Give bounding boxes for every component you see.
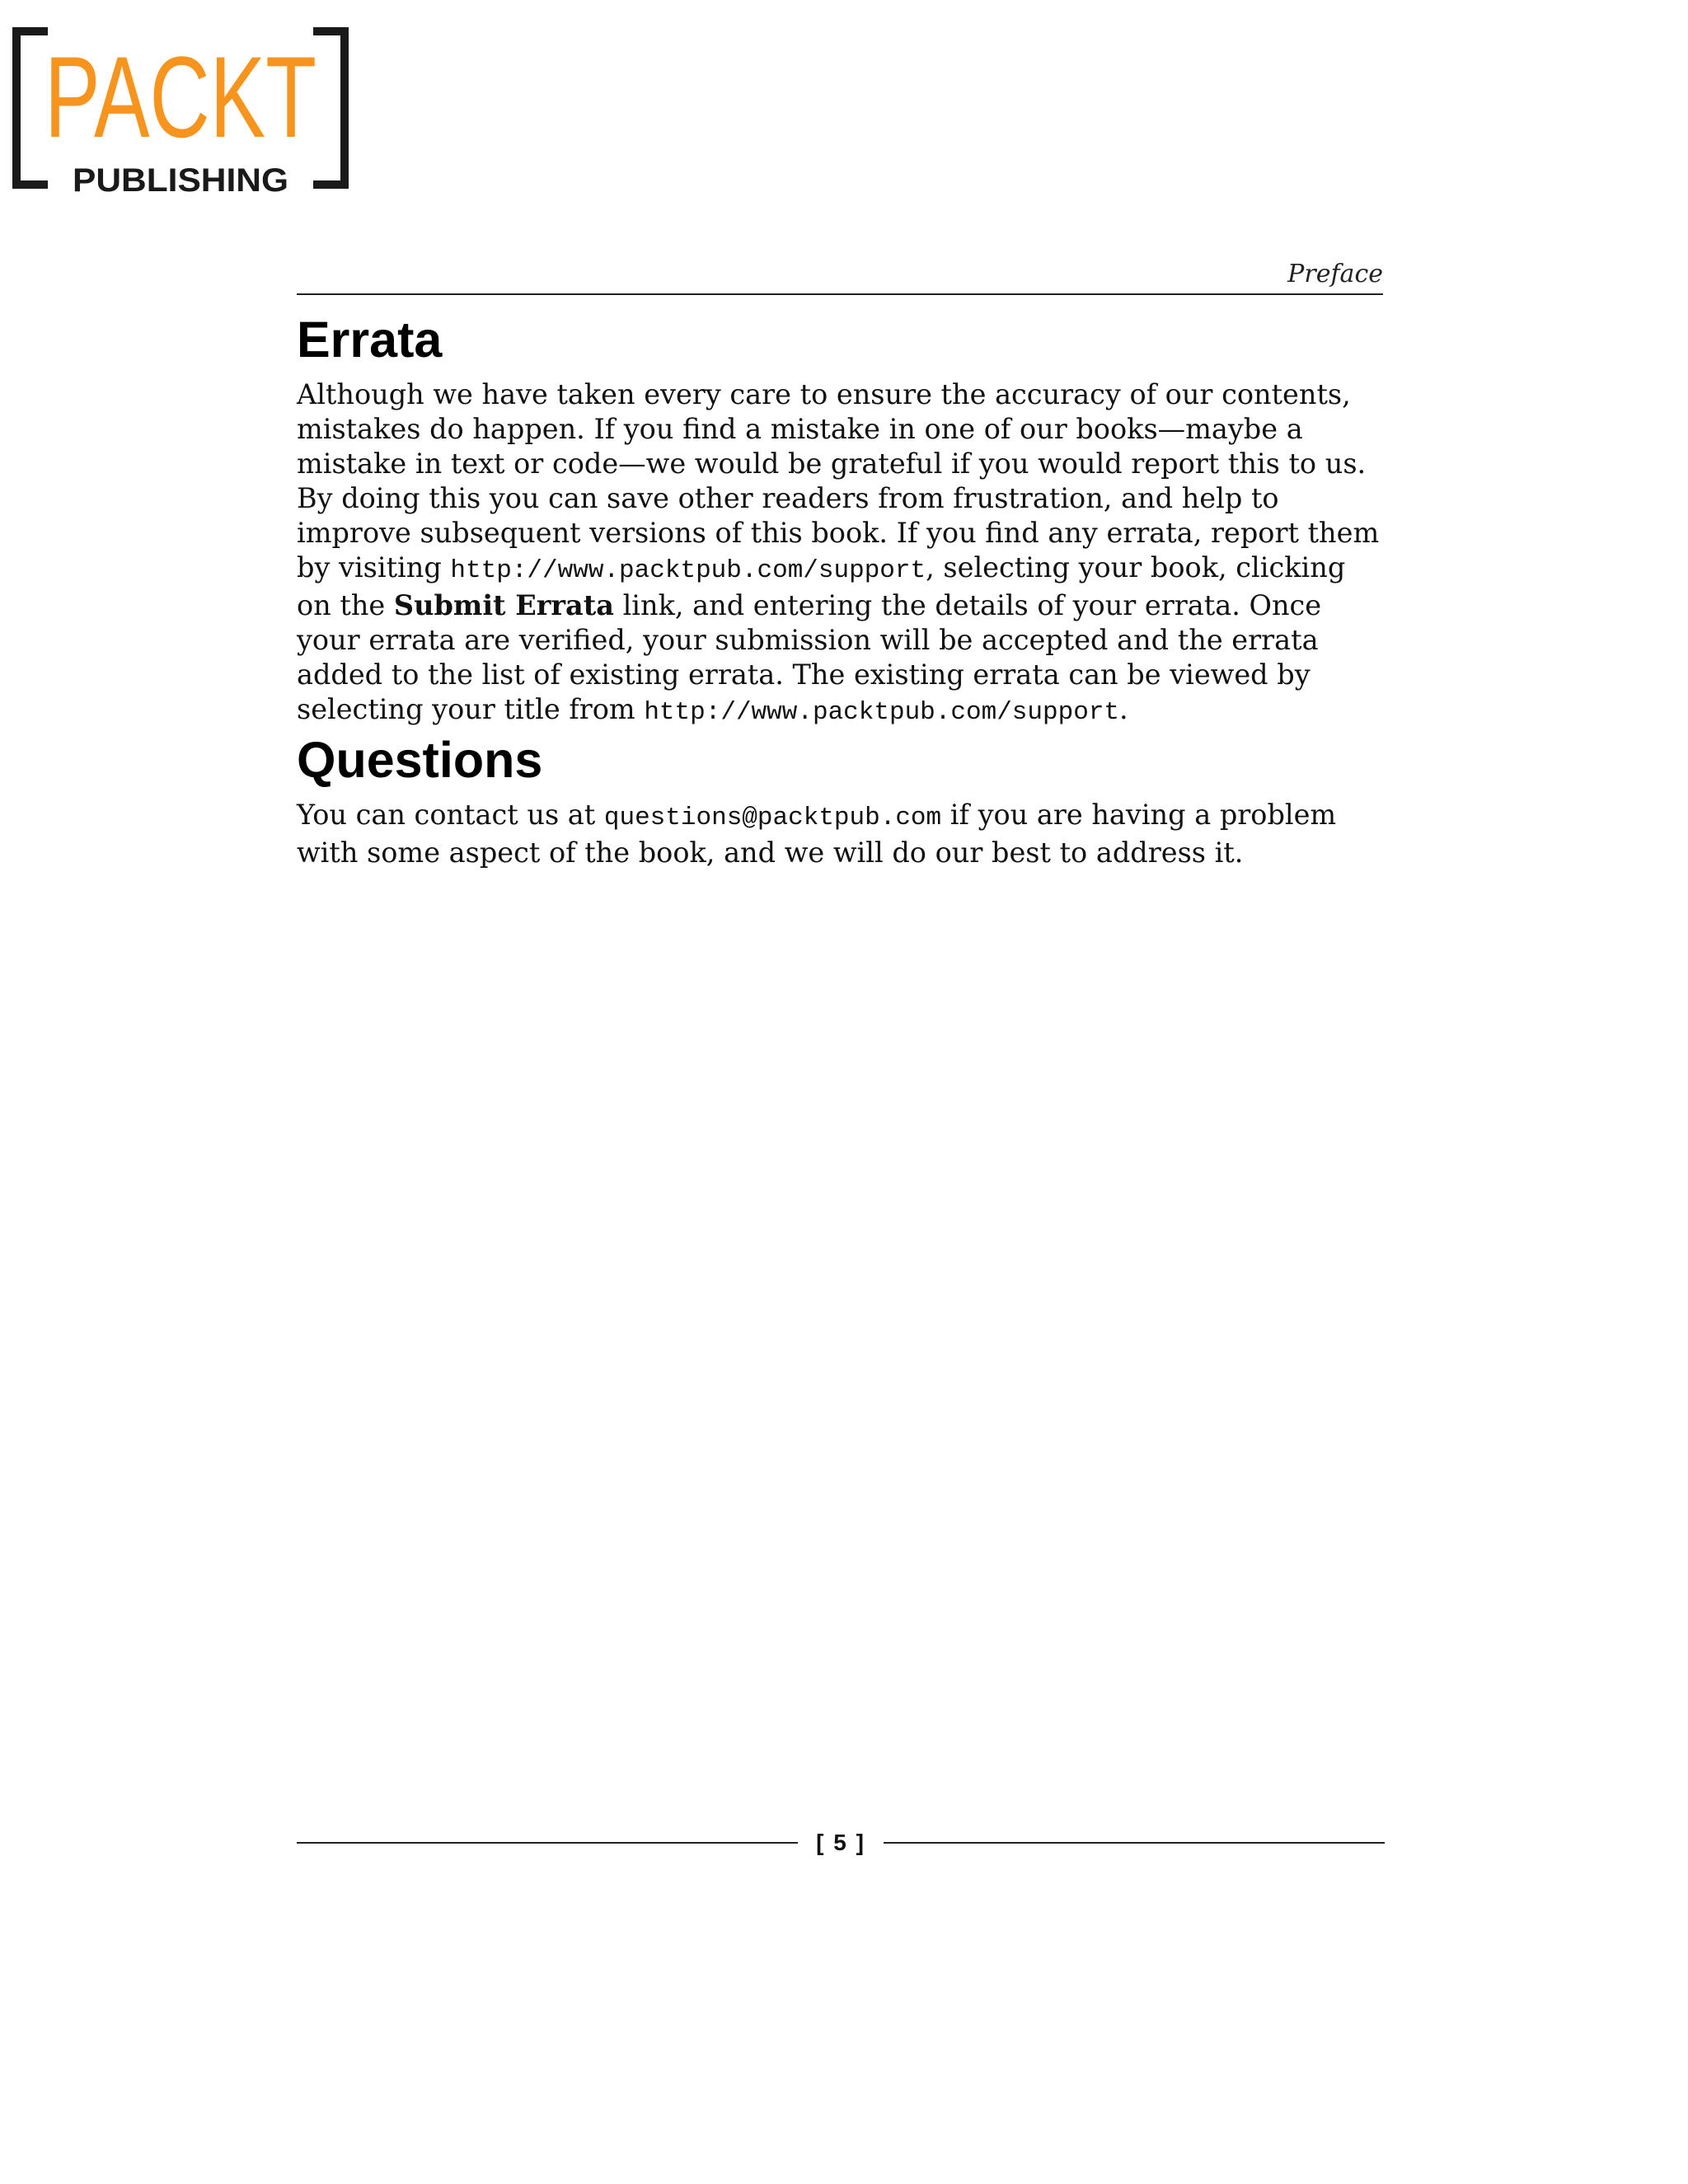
errata-paragraph — [297, 377, 1385, 730]
errata-text-2: , selecting your book, clicking on the — [297, 551, 1346, 621]
logo-left-bracket — [16, 31, 48, 185]
questions-text-1: You can contact us at — [297, 799, 604, 831]
questions-email-link[interactable]: questions@packtpub.com — [603, 804, 942, 832]
questions-section — [297, 727, 1385, 870]
errata-text-3: link, and entering the details of your errata. Once your errata are verified, your submission will be accepted and the errata added to the list of existing errata. The existing errata can be viewed by selecting your title from — [297, 589, 1322, 725]
questions-paragraph — [297, 798, 1385, 870]
questions-heading: Questions — [297, 732, 543, 788]
running-head-label: Preface — [1287, 260, 1383, 288]
page-footer — [297, 1826, 1385, 1859]
errata-section — [297, 307, 1385, 730]
page-number: [ 5 ] — [816, 1830, 865, 1855]
logo-subword: PUBLISHING — [73, 162, 288, 199]
support-url-2[interactable]: http://www.packtpub.com/support — [644, 698, 1120, 727]
errata-text-1: Although we have taken every care to ensure the accuracy of our contents, mistakes do happen. If you find a mistake in one of our books—maybe a mistake in text or code—we would be grateful if you would report this to us. By doing this you can save other readers from frustration, and help to improve subsequent versions of this book. If you find any errata, report them by visiting — [297, 378, 1380, 583]
submit-errata-link: Submit Errata — [393, 589, 614, 621]
logo-right-bracket — [313, 31, 345, 185]
questions-text-2: if you are having a problem with some aspect of the book, and we will do our best to address it. — [297, 799, 1337, 869]
support-url-1[interactable]: http://www.packtpub.com/support — [450, 556, 926, 585]
logo-word: PACKT — [45, 32, 316, 162]
errata-heading: Errata — [297, 312, 443, 368]
footer-rule-right — [884, 1842, 1385, 1844]
errata-text-4: . — [1119, 693, 1128, 725]
packt-logo-graphic — [12, 28, 349, 199]
running-head — [297, 260, 1383, 295]
footer-rule-left — [297, 1842, 798, 1844]
packt-publishing-logo — [12, 28, 349, 199]
